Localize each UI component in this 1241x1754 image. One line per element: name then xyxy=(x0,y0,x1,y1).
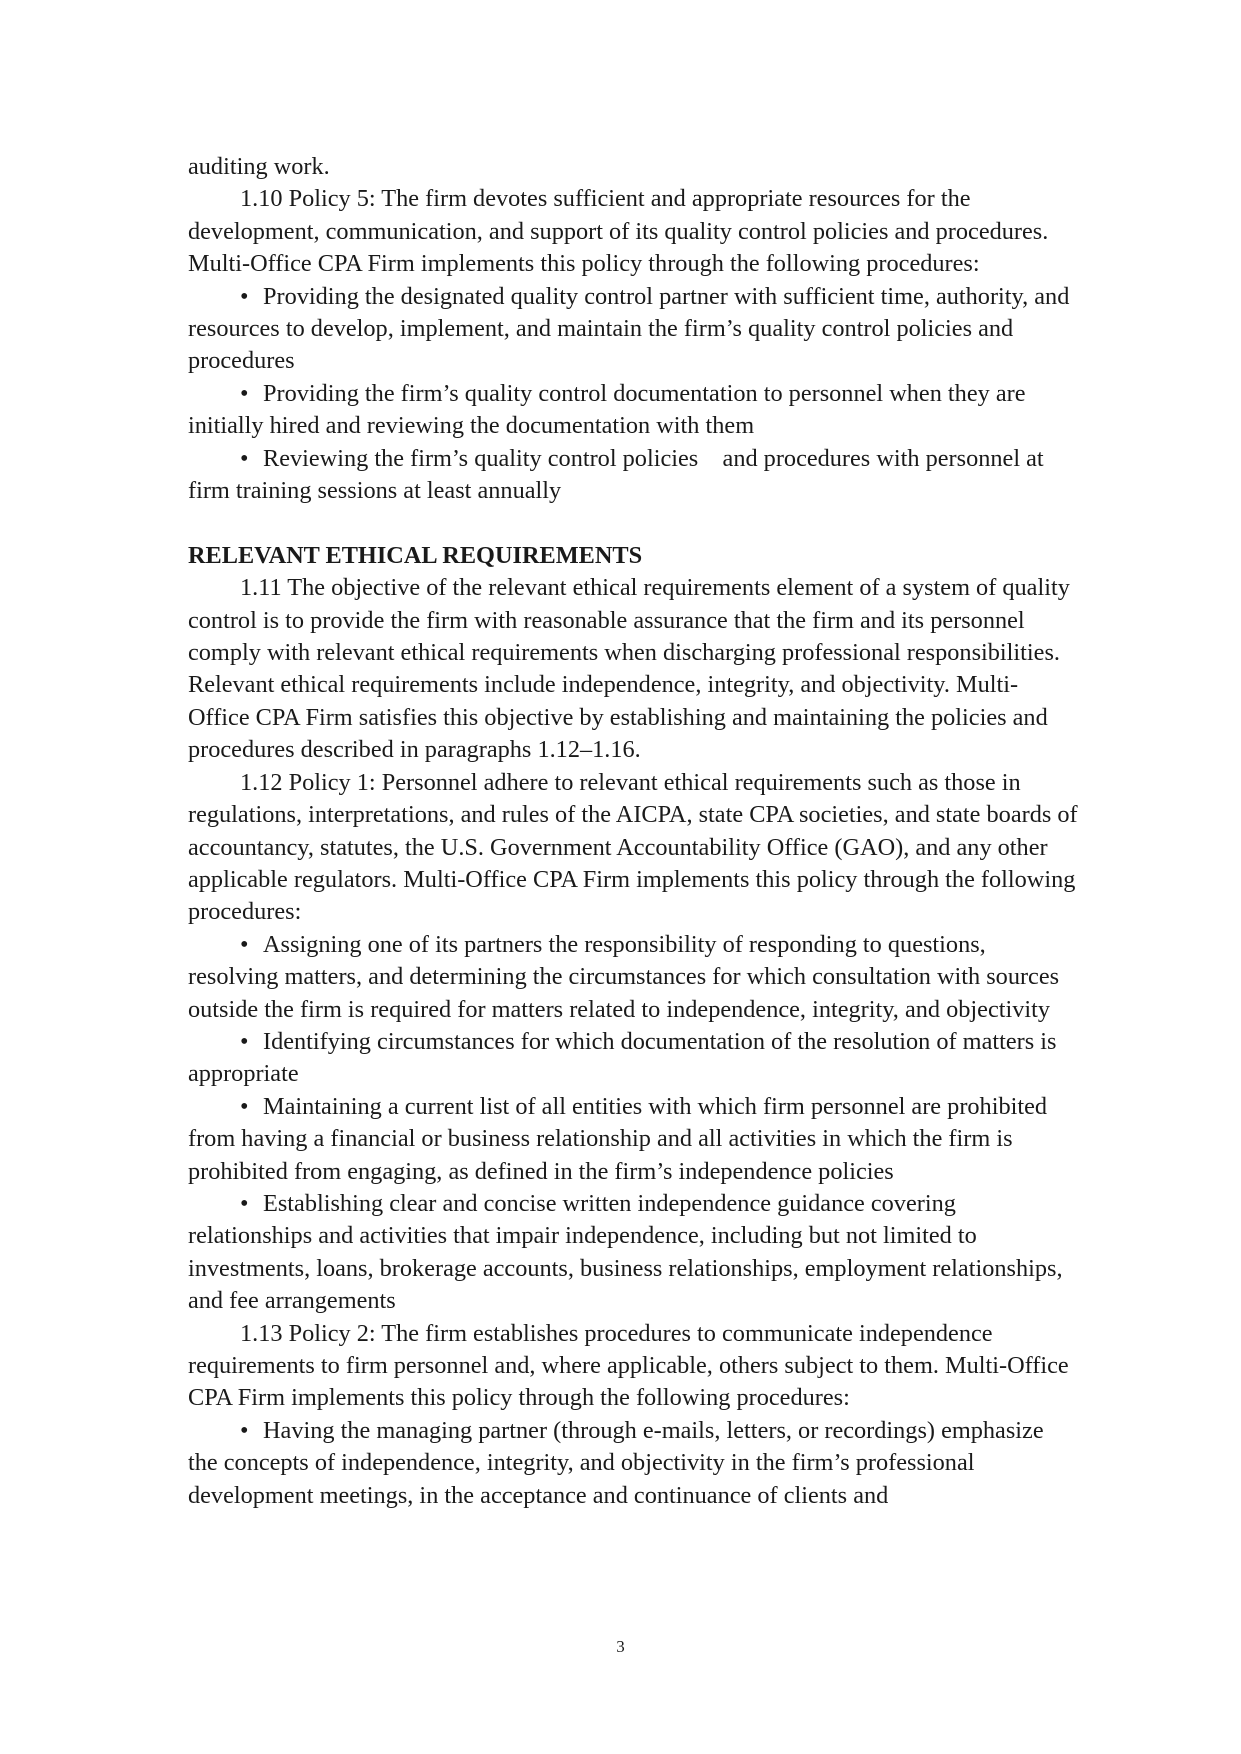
list-item xyxy=(188,378,1078,443)
bullet-icon: • xyxy=(240,1189,249,1217)
bullet-icon: • xyxy=(240,282,249,310)
list-item-text: Assigning one of its partners the responsibility of responding to questions, resolving matters, and determining the circumstances for which consultation with sources outside the firm is required for matters related to independence, integrity, and objectivity xyxy=(188,930,1060,1023)
page-number: 3 xyxy=(616,1637,625,1656)
paragraph-continuation: auditing work. xyxy=(188,153,330,180)
page-body xyxy=(188,151,1078,1512)
bullet-icon: • xyxy=(240,379,249,407)
bullet-icon: • xyxy=(240,1416,249,1444)
paragraph-policy-1-10: 1.10 Policy 5: The firm devotes sufficient and appropriate resources for the development, communication, and support of its quality control policies and procedures. Multi-Office CPA Firm implements this policy through the following procedures: xyxy=(188,185,1049,278)
list-item-text: Having the managing partner (through e-mails, letters, or recordings) emphasize the concepts of independence, integrity, and objectivity in the firm’s professional development meetings, in the acceptance and continuance of clients and xyxy=(188,1416,1044,1509)
paragraph-policy-1-12: 1.12 Policy 1: Personnel adhere to relevant ethical requirements such as those in regulations, interpretations, and rules of the AICPA, state CPA societies, and state boards of accountancy, statutes, the U.S. Government Accountability Office (GAO), and any other applicable regulators. Multi-Office CPA Firm implements this policy through the following procedures: xyxy=(188,768,1078,926)
list-item xyxy=(188,1026,1078,1091)
paragraph-policy-1-13: 1.13 Policy 2: The firm establishes procedures to communicate independence requirements to firm personnel and, where applicable, others subject to them. Multi-Office CPA Firm implements this policy through the following procedures: xyxy=(188,1319,1069,1412)
list-item xyxy=(188,1091,1078,1188)
paragraph-1-11: 1.11 The objective of the relevant ethical requirements element of a system of quality control is to provide the firm with reasonable assurance that the firm and its personnel comply with relevant ethical requirements when discharging professional responsibilities. Relevant ethical requirements include independence, integrity, and objectivity. Multi-Office CPA Firm satisfies this objective by establishing and maintaining the policies and procedures described in paragraphs 1.12–1.16. xyxy=(188,574,1070,764)
bullet-icon: • xyxy=(240,1027,249,1055)
list-item xyxy=(188,929,1078,1026)
list-item-text: Providing the firm’s quality control documentation to personnel when they are initially hired and reviewing the documentation with them xyxy=(188,379,1026,440)
list-item-text: Reviewing the firm’s quality control policies and procedures with personnel at firm training sessions at least annually xyxy=(188,444,1050,505)
list-item xyxy=(188,281,1078,378)
bullet-icon: • xyxy=(240,930,249,958)
section-heading: RELEVANT ETHICAL REQUIREMENTS xyxy=(188,541,643,569)
list-item-text: Maintaining a current list of all entities with which firm personnel are prohibited from having a financial or business relationship and all activities in which the firm is prohibited from engaging, as defined in the firm’s independence policies xyxy=(188,1092,1048,1185)
bullet-icon: • xyxy=(240,1092,249,1120)
list-item-text: Establishing clear and concise written independence guidance covering relationships and activities that impair independence, including but not limited to investments, loans, brokerage accounts, business relationships, employment relationships, and fee arrangements xyxy=(188,1189,1063,1315)
list-item-text: Identifying circumstances for which documentation of the resolution of matters is appropriate xyxy=(188,1027,1057,1088)
bullet-icon: • xyxy=(240,444,249,472)
list-item xyxy=(188,1188,1078,1318)
list-item xyxy=(188,1415,1078,1512)
list-item-text: Providing the designated quality control partner with sufficient time, authority, and resources to develop, implement, and maintain the firm’s quality control policies and procedures xyxy=(188,282,1070,375)
list-item xyxy=(188,443,1078,508)
